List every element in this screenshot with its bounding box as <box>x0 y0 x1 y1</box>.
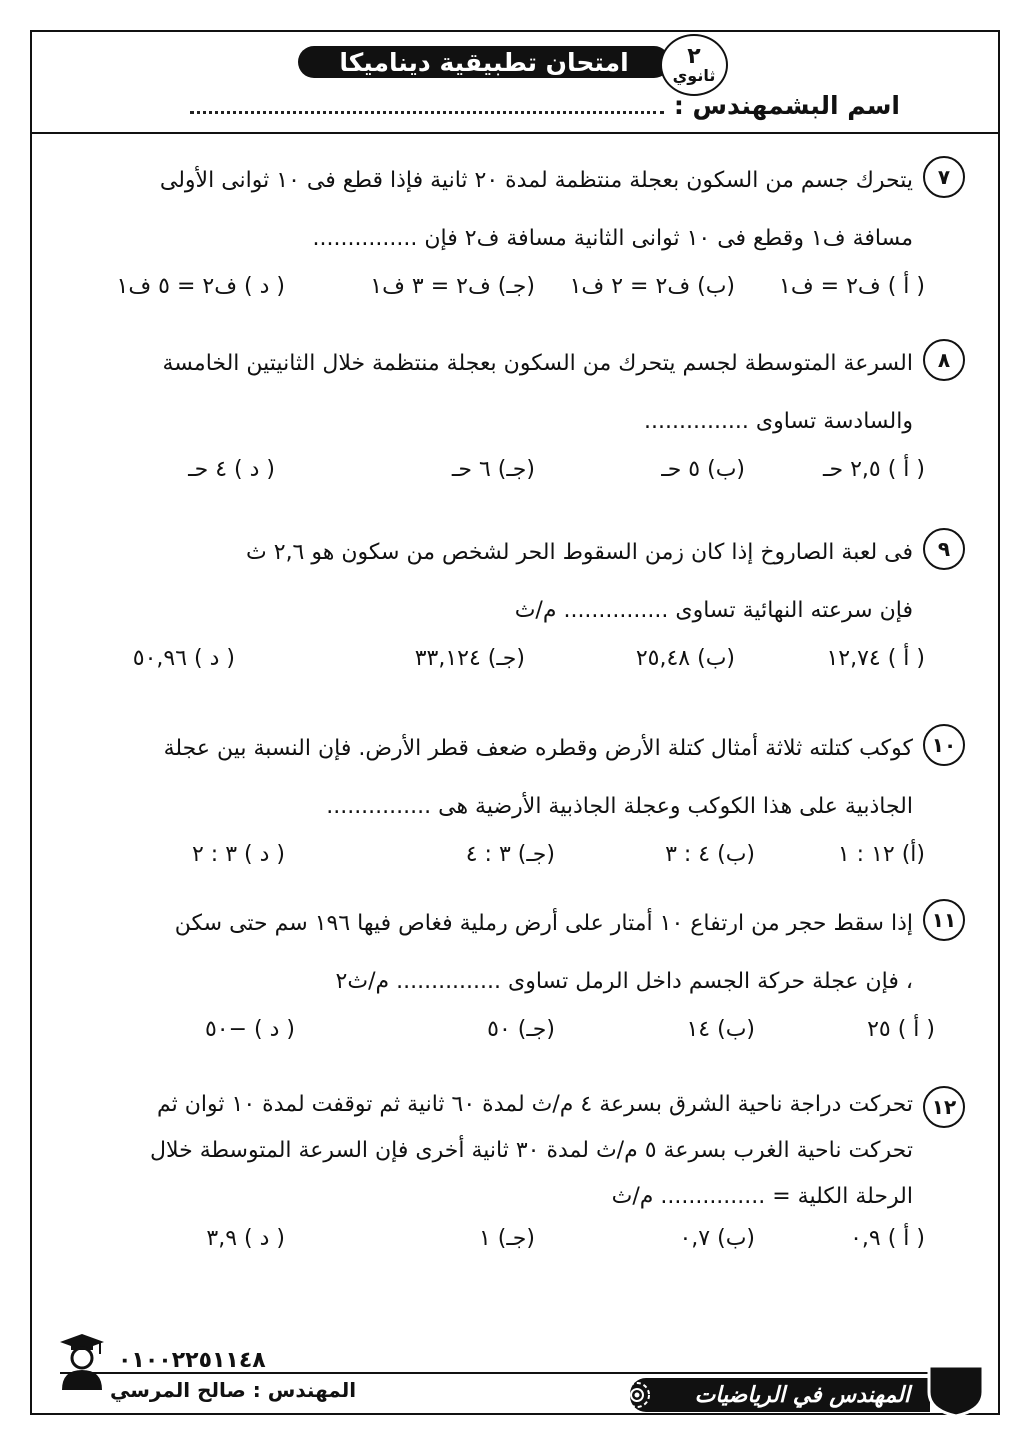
grade-number: ٢ <box>687 44 701 69</box>
question-text <box>95 720 935 836</box>
question-line: الرحلة الكلية = ............... م/ث <box>611 1184 913 1209</box>
question-text <box>95 335 935 451</box>
option-b[interactable]: (ب) ٥ حـ <box>661 457 745 482</box>
option-a[interactable]: ( أ ) ١٢,٧٤ <box>826 646 925 671</box>
question-line: تحركت دراجة ناحية الشرق بسرعة ٤ م/ث لمدة ٦٠ ثانية ثم توقفت لمدة ١٠ ثوان ثم <box>157 1092 913 1117</box>
options-row <box>95 274 935 322</box>
graduate-avatar-icon <box>58 1332 106 1390</box>
question-line: ، فإن عجلة حركة الجسم داخل الرمل تساوى ............... م/ث٢ <box>335 969 913 994</box>
option-d[interactable]: ( د ) ٥٠,٩٦ <box>132 646 235 671</box>
header-divider <box>30 132 1000 134</box>
option-b[interactable]: (ب) ٢٥,٤٨ <box>635 646 735 671</box>
option-b[interactable]: (ب) ف٢ = ٢ ف١ <box>569 274 735 299</box>
question-line: تحركت ناحية الغرب بسرعة ٥ م/ث لمدة ٣٠ ثانية أخرى فإن السرعة المتوسطة خلال <box>150 1138 913 1163</box>
option-b[interactable]: (ب) ٠,٧ <box>679 1226 755 1251</box>
student-name-row <box>190 88 900 120</box>
author-name: المهندس : صالح المرسي <box>110 1378 357 1402</box>
question-text <box>95 1082 935 1220</box>
option-d[interactable]: ( د ) ف٢ = ٥ ف١ <box>116 274 285 299</box>
option-b[interactable]: (ب) ١٤ <box>686 1017 755 1042</box>
question-number: ٧ <box>923 156 965 198</box>
student-name-field[interactable] <box>190 103 664 114</box>
question-line: والسادسة تساوى ............... <box>644 409 913 434</box>
options-row <box>95 842 935 890</box>
question-line: إذا سقط حجر من ارتفاع ١٠ أمتار على أرض رملية فغاص فيها ١٩٦ سم حتى سكن <box>174 911 913 936</box>
question-line: يتحرك جسم من السكون بعجلة منتظمة لمدة ٢٠ ثانية فإذا قطع فى ١٠ ثوانى الأولى <box>159 168 913 193</box>
options-row <box>95 646 935 694</box>
option-c[interactable]: (جـ) ١ <box>478 1226 535 1251</box>
option-a[interactable]: ( أ ) ٢,٥ حـ <box>823 457 925 482</box>
option-d[interactable]: ( د ) ٤ حـ <box>188 457 275 482</box>
grade-label: ثانوي <box>672 66 716 85</box>
grade-badge <box>660 34 728 96</box>
option-d[interactable]: ( د ) −٥٠ <box>204 1017 295 1042</box>
question-number: ١١ <box>923 899 965 941</box>
brand-bar <box>630 1378 930 1412</box>
option-a[interactable]: ( أ ) ف٢ = ف١ <box>779 274 925 299</box>
exam-title <box>298 46 670 78</box>
option-c[interactable]: (جـ) ٣ : ٤ <box>465 842 555 867</box>
option-b[interactable]: (ب) ٤ : ٣ <box>665 842 755 867</box>
question-line: فى لعبة الصاروخ إذا كان زمن السقوط الحر لشخص من سكون هو ٢,٦ ث <box>246 540 913 565</box>
question-12 <box>95 1082 957 1274</box>
option-a[interactable]: (أ) ١٢ : ١ <box>837 842 925 867</box>
option-c[interactable]: (جـ) ٥٠ <box>487 1017 555 1042</box>
option-c[interactable]: (جـ) ف٢ = ٣ ف١ <box>370 274 535 299</box>
question-number: ١٢ <box>923 1086 965 1128</box>
exam-title-text: امتحان تطبيقية ديناميكا <box>339 47 629 77</box>
question-7 <box>95 152 951 322</box>
question-line: فإن سرعته النهائية تساوى ............... م/ث <box>514 598 913 623</box>
options-row <box>95 1226 935 1274</box>
gear-icon <box>622 1380 652 1410</box>
question-11 <box>95 895 957 1065</box>
question-text <box>95 152 935 268</box>
question-number: ٨ <box>923 339 965 381</box>
question-10 <box>95 720 957 890</box>
options-row <box>95 1017 935 1065</box>
phone-number: ٠١٠٠٢٢٥١١٤٨ <box>118 1348 266 1373</box>
question-line: كوكب كتلته ثلاثة أمثال كتلة الأرض وقطره ضعف قطر الأرض. فإن النسبة بين عجلة <box>163 736 913 761</box>
option-a[interactable]: ( أ ) ٠,٩ <box>850 1226 925 1251</box>
option-c[interactable]: (جـ) ٣٣,١٢٤ <box>414 646 525 671</box>
question-line: السرعة المتوسطة لجسم يتحرك من السكون بعجلة منتظمة خلال الثانيتين الخامسة <box>162 351 913 376</box>
shield-icon <box>925 1362 987 1418</box>
brand-name: المهندس في الرياضيات <box>694 1382 910 1408</box>
question-8 <box>95 335 951 505</box>
question-9 <box>95 524 951 694</box>
question-number: ٩ <box>923 528 965 570</box>
student-name-label: اسم البشمهندس : <box>673 91 900 120</box>
question-number: ١٠ <box>923 724 965 766</box>
question-line: الجاذبية على هذا الكوكب وعجلة الجاذبية الأرضية هى ............... <box>326 794 913 819</box>
options-row <box>95 457 935 505</box>
option-a[interactable]: ( أ ) ٢٥ <box>867 1017 935 1042</box>
option-c[interactable]: (جـ) ٦ حـ <box>451 457 535 482</box>
question-line: مسافة ف١ وقطع فى ١٠ ثوانى الثانية مسافة ف٢ فإن ............... <box>312 226 913 251</box>
option-d[interactable]: ( د ) ٣,٩ <box>206 1226 285 1251</box>
option-d[interactable]: ( د ) ٣ : ٢ <box>191 842 285 867</box>
question-text <box>95 524 935 640</box>
question-text <box>95 895 935 1011</box>
